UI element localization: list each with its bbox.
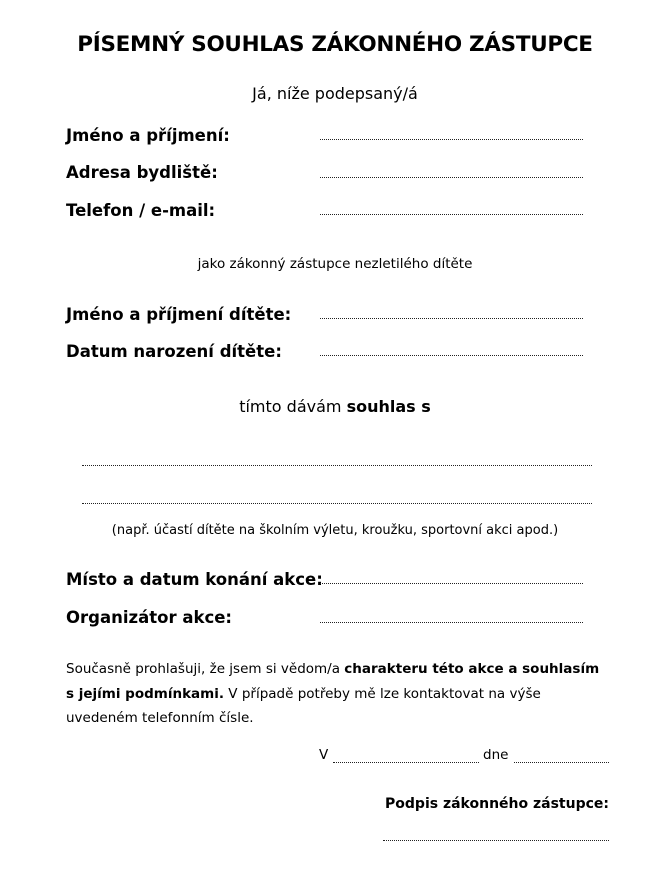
child-birthdate-field[interactable]	[320, 355, 583, 356]
place-prefix: V	[319, 747, 329, 763]
child-birthdate-label: Datum narození dítěte:	[66, 342, 282, 361]
date-prefix: dne	[483, 747, 509, 763]
intro-text: Já, níže podepsaný/á	[252, 84, 418, 103]
consent-text	[0, 397, 670, 416]
representative-contact-field[interactable]	[320, 214, 583, 215]
representative-address-field[interactable]	[320, 177, 583, 178]
signature-field[interactable]	[383, 840, 609, 841]
event-place-date-label: Místo a datum konání akce:	[66, 570, 323, 589]
legal-guardian-text: jako zákonný zástupce nezletilého dítěte	[197, 256, 473, 272]
activity-note: (např. účastí dítěte na školním výletu, kroužku, sportovní akci apod.)	[111, 523, 559, 538]
representative-name-label: Jméno a příjmení:	[66, 126, 230, 145]
child-name-field[interactable]	[320, 318, 583, 319]
child-name-label: Jméno a příjmení dítěte:	[66, 305, 292, 324]
event-place-date-field[interactable]	[320, 583, 583, 584]
declaration-paragraph	[66, 657, 606, 731]
event-organizer-field[interactable]	[320, 622, 583, 623]
date-field[interactable]	[514, 762, 609, 763]
declaration-bold: charakteru této akce a souhlasím s jejími podmínkami.	[66, 661, 600, 702]
signature-label: Podpis zákonného zástupce:	[385, 796, 609, 812]
activity-line-2[interactable]	[82, 503, 592, 504]
representative-address-label: Adresa bydliště:	[66, 163, 218, 182]
representative-contact-label: Telefon / e-mail:	[66, 201, 216, 220]
event-organizer-label: Organizátor akce:	[66, 608, 233, 627]
declaration-part1: Současně prohlašuji, že jsem si vědom/a	[66, 661, 340, 677]
document-title: PÍSEMNÝ SOUHLAS ZÁKONNÉHO ZÁSTUPCE	[77, 32, 593, 57]
consent-bold: souhlas s	[346, 397, 431, 416]
place-field[interactable]	[333, 762, 479, 763]
representative-name-field[interactable]	[320, 139, 583, 140]
consent-prefix: tímto dávám	[239, 397, 342, 416]
declaration-part2: V případě potřeby mě lze kontaktovat na výše uvedeném telefonním čísle.	[66, 685, 541, 726]
activity-line-1[interactable]	[82, 465, 592, 466]
